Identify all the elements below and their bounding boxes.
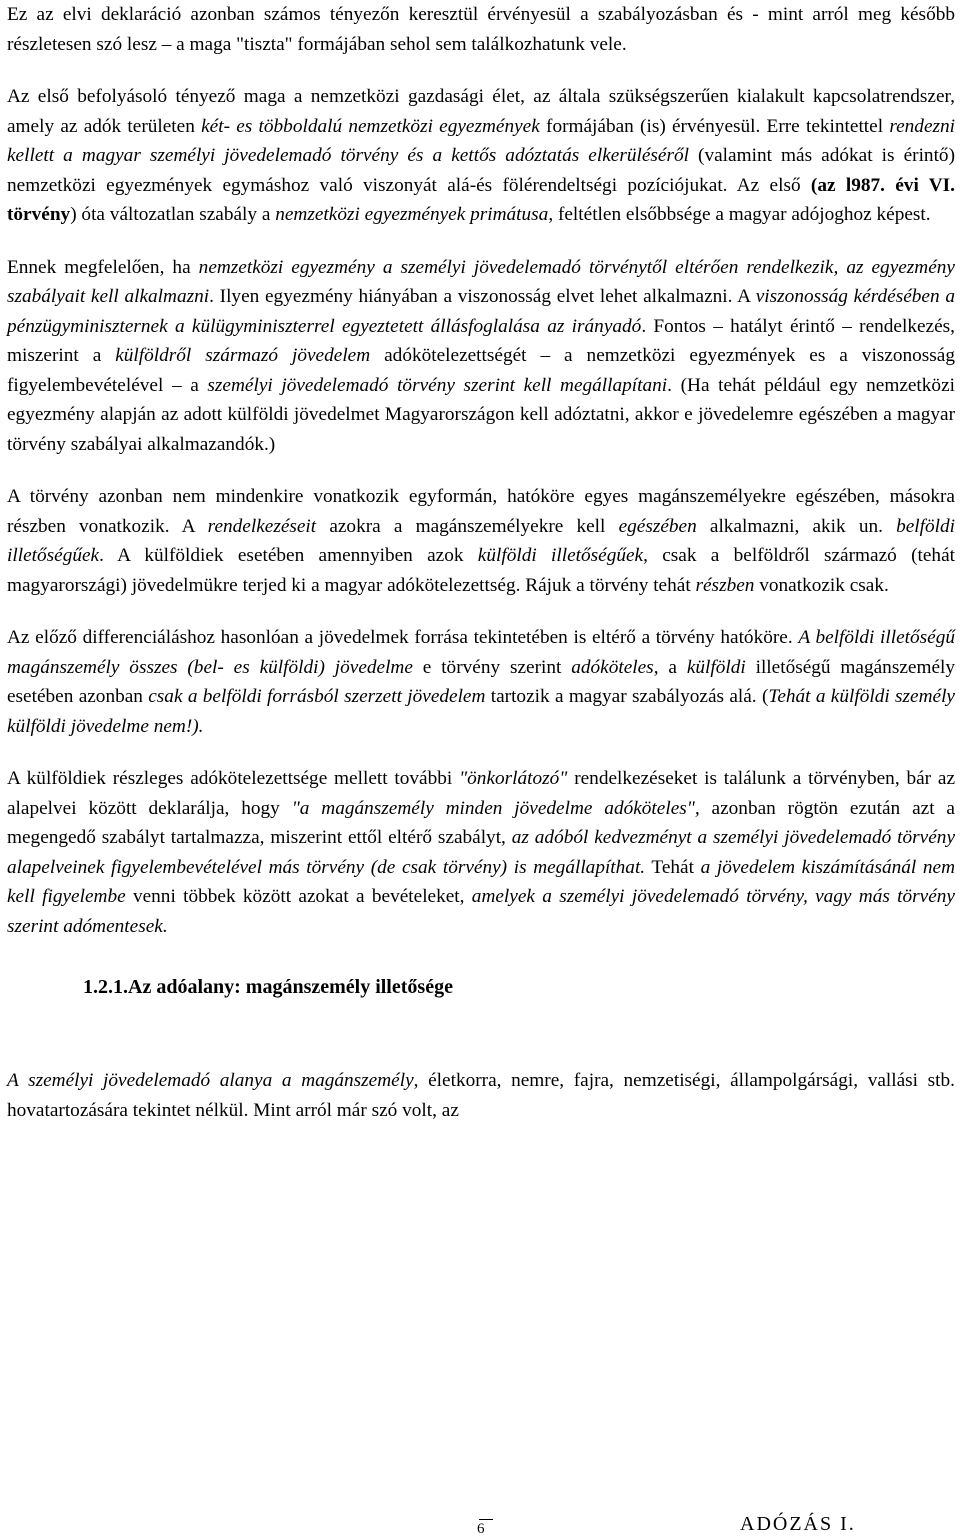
text-run: azonban rögtön ezután azt a megengedő szabályt tartalmazza, miszerint ettől eltérő szabályt, — [7, 797, 955, 848]
bold-run: (az l987. évi VI. törvény — [7, 174, 956, 225]
text-run: A törvény azonban nem mindenkire vonatkozik egyformán, hatóköre egyes magánszemélyekre egészében, másokra részben vonatkozik. A — [7, 486, 955, 537]
italic-run: "önkorlátozó" — [459, 768, 568, 789]
text-run: (valamint más adókat is érintő) nemzetközi egyezmények egymáshoz való viszonyát alá-és fölérendeltségi pozíciójukat. Az első — [7, 145, 955, 196]
text-run: Az előző differenciáláshoz hasonlóan a jövedelmek forrása tekintetében is eltérő a törvény hatóköre. — [7, 627, 799, 648]
italic-run: "a magánszemély minden jövedelme adóköteles", — [291, 797, 700, 819]
italic-run: külföldi illetőségűek — [477, 545, 644, 566]
italic-run: részben — [695, 574, 755, 596]
text-run: alkalmazni, akik un. — [696, 515, 897, 537]
italic-run: A személyi jövedelemadó alanya a magánszemély — [7, 1070, 414, 1091]
text-run: tartozik a magyar szabályozás alá. ( — [485, 686, 769, 707]
italic-run: A belföldi illetőségű magánszemély összes (bel- es külföldi) jövedelme — [7, 627, 956, 678]
paragraph-7 — [7, 1066, 955, 1125]
document-page — [7, 0, 955, 1538]
section-heading: 1.2.1.Az adóalany: magánszemély illetősége — [83, 976, 453, 998]
italic-run: belföldi illetőségűek — [7, 515, 955, 566]
text-run: venni többek között azokat a bevételeket, — [125, 886, 472, 907]
paragraph-2 — [7, 82, 955, 230]
italic-run: külföldi — [686, 656, 746, 678]
italic-run: nemzetközi egyezmény a személyi jövedelemadó törvénytől eltérően rendelkezik, az egyezmény szabályait kell alkalmazni — [7, 256, 955, 307]
text-run: rendelkezéseket is találunk a törvényben, bár az alapelvei között deklarálja, hogy — [7, 768, 956, 819]
text-run: Ez az elvi deklaráció azonban számos tényezőn keresztül érvényesül a szabályozásban és - mint arról meg később részletesen szó lesz – a maga "tiszta" formájában sehol sem találkozhatunk vele. — [7, 4, 955, 55]
italic-run: az adóból kedvezményt a személyi jövedelemadó törvény alapelveinek figyelembevételével más törvény (de csak törvény) is megállapíthat. — [7, 827, 955, 878]
paragraph-4 — [7, 482, 955, 600]
text-run: . A külföldiek esetében amennyiben azok — [99, 545, 478, 566]
italic-run: csak a belföldi forrásból szerzett jövedelem — [148, 686, 486, 707]
text-run: Ennek megfelelően, ha — [7, 256, 199, 278]
text-run: illetőségű magánszemély esetében azonban — [7, 656, 955, 707]
text-run: . (Ha tehát például egy nemzetközi egyezmény alapján az adott külföldi jövedelmet Magyarországon kell adóztatni, akkor e jövedelemre egészében a magyar törvény szabályai alkalmazandók.) — [7, 374, 955, 455]
italic-run: amelyek a személyi jövedelemadó törvény, vagy más törvény szerint adómentesek. — [7, 886, 955, 937]
text-run: Az első befolyásoló tényező maga a nemzetközi gazdasági élet, az általa szükségszerűen kialakult kapcsolatrendszer, amely az adók területen — [7, 86, 955, 137]
paragraph-5 — [7, 623, 955, 741]
italic-run: a jövedelem kiszámításánál nem kell figyelembe — [7, 856, 956, 907]
italic-run: rendezni kellett a magyar személyi jövedelemadó törvény és a kettős adóztatás elkerüléséről — [7, 115, 955, 166]
text-run: adókötelezettségét – a nemzetközi egyezmények es a viszonosság figyelembevételével – a — [7, 345, 955, 396]
text-run: Tehát — [645, 856, 701, 878]
text-run: azokra a magánszemélyekre kell — [316, 515, 619, 537]
text-run: . Ilyen egyezmény hiányában a viszonosság elvet lehet alkalmazni. A — [209, 286, 756, 307]
italic-run: külföldről származó jövedelem — [115, 345, 371, 366]
italic-run: viszonosság kérdésében a pénzügyminiszternek a külügyminiszterrel egyeztetett állásfoglalása az irányadó — [7, 286, 955, 337]
italic-run: adóköteles — [571, 656, 654, 678]
footer-title: ADÓZÁS I. — [740, 1513, 856, 1535]
text-run: . Fontos – hatályt érintő – rendelkezés, miszerint a — [7, 315, 955, 366]
italic-run: rendelkezéseit — [207, 515, 317, 537]
italic-run: két- es többoldalú nemzetközi egyezmények — [201, 115, 540, 137]
page-number: 6 — [477, 1521, 485, 1537]
paragraph-1 — [7, 0, 955, 59]
paragraph-3 — [7, 253, 955, 460]
italic-run: nemzetközi egyezmények primátusa — [275, 204, 549, 225]
text-run: formájában (is) érvényesül. Erre tekintettel — [539, 115, 890, 137]
text-run: A külföldiek részleges adókötelezettsége mellett további — [7, 768, 460, 789]
text-run: ) óta változatlan szabály a — [70, 204, 276, 225]
text-run: vonatkozik csak. — [754, 574, 889, 596]
body-text — [7, 0, 955, 1125]
text-run: , a — [653, 656, 687, 678]
text-run: e törvény szerint — [412, 656, 572, 678]
text-run: , életkorra, nemre, fajra, nemzetiségi, állampolgársági, vallási stb. hovatartozására tekintet nélkül. Mint arról már szó volt, az — [7, 1070, 955, 1121]
paragraph-6 — [7, 764, 955, 941]
italic-run: egészében — [618, 515, 697, 537]
text-run: , feltétlen elsőbbsége a magyar adójoghoz képest. — [548, 204, 931, 225]
text-run: , csak a belföldről származó (tehát magyarországi) jövedelmükre terjed ki a magyar adókötelezettség. Rájuk a törvény tehát — [7, 545, 955, 596]
italic-run: Tehát a külföldi személy külföldi jövedelme nem!). — [7, 686, 955, 737]
italic-run: személyi jövedelemadó törvény szerint kell megállapítani — [207, 374, 668, 396]
